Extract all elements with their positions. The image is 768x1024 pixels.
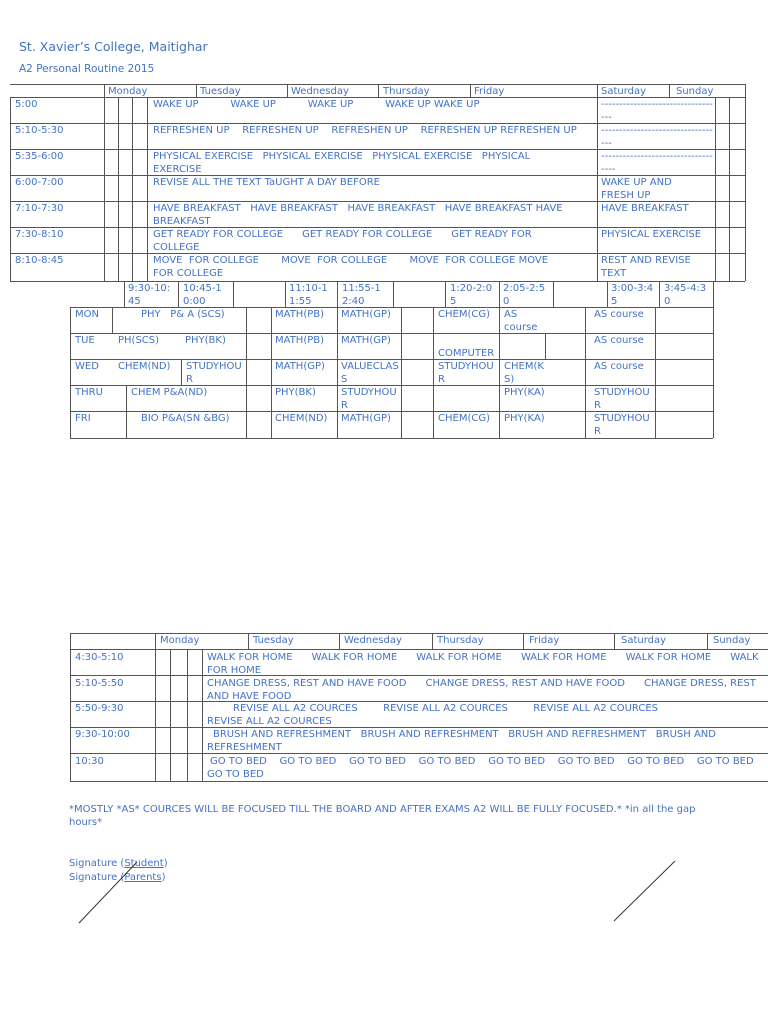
time-cell: 8:10-8:45	[15, 255, 64, 266]
class-cell: CHEM(CG)	[438, 309, 490, 320]
header-sunday: Sunday	[713, 635, 751, 646]
period-header: 10:45-10:00	[183, 283, 222, 307]
class-cell: CHEM(ND)	[275, 413, 328, 424]
evening-activity: BRUSH AND REFRESHMENT BRUSH AND REFRESHMENT BRUSH AND REFRESHMENT BRUSH AND REFRESHMENT	[207, 729, 720, 753]
header-tuesday: Tuesday	[200, 86, 241, 97]
class-cell: MATH(GP)	[341, 413, 391, 424]
period-header: 2:05-2:50	[503, 283, 546, 307]
class-cell: COMPUTER	[438, 348, 495, 359]
class-cell: VALUECLASS	[341, 361, 399, 385]
routine-title: A2 Personal Routine 2015	[19, 63, 155, 75]
class-cell: AS course	[504, 309, 538, 333]
class-cell: PHY(BK)	[275, 387, 316, 398]
period-header: 11:10-11:55	[289, 283, 328, 307]
class-cell: MATH(GP)	[341, 309, 391, 320]
saturday-activity: ------------------------------- ---	[601, 99, 713, 123]
saturday-activity: REST AND REVISE TEXT	[601, 255, 691, 279]
time-cell: 5:00	[15, 99, 38, 110]
header-thursday: Thursday	[437, 635, 484, 646]
time-cell: 9:30-10:00	[75, 729, 130, 740]
header-thursday: Thursday	[383, 86, 430, 97]
weekday-activity: MOVE FOR COLLEGE MOVE FOR COLLEGE MOVE FOR COLLEGE MOVE FOR COLLEGE	[153, 255, 555, 279]
header-friday: Friday	[529, 635, 560, 646]
signature-student-label: Student	[124, 858, 164, 869]
time-cell: 6:00-7:00	[15, 177, 64, 188]
period-header: 3:45-4:30	[664, 283, 707, 307]
class-cell: MATH(GP)	[341, 335, 391, 346]
class-cell: STUDYHOUR	[341, 387, 397, 411]
period-header: 9:30-10:45	[128, 283, 171, 307]
saturday-activity: ------------------------------- ---	[601, 125, 713, 149]
weekday-activity: HAVE BREAKFAST HAVE BREAKFAST HAVE BREAKFAST HAVE BREAKFAST HAVE BREAKFAST	[153, 203, 566, 227]
period-header: 1:20-2:05	[450, 283, 493, 307]
signature-parents-label: Parents	[124, 872, 162, 883]
period-header: 3:00-3:45	[611, 283, 654, 307]
class-cell: CHEM P&A(ND)	[131, 387, 208, 398]
weekday-activity: GET READY FOR COLLEGE GET READY FOR COLLEGE GET READY FOR COLLEGE	[153, 229, 535, 253]
signature-prefix: Signature (	[69, 858, 125, 869]
period-header: 11:55-12:40	[342, 283, 381, 307]
class-cell: CHEM(CG)	[438, 413, 490, 424]
day-label: MON	[75, 309, 99, 320]
saturday-activity: PHYSICAL EXERCISE	[601, 229, 702, 240]
class-cell: MATH(PB)	[275, 335, 325, 346]
header-wednesday: Wednesday	[291, 86, 349, 97]
class-cell: CHEM(KS)	[504, 361, 544, 385]
header-saturday: Saturday	[621, 635, 667, 646]
class-cell: AS course	[594, 361, 644, 372]
evening-activity: CHANGE DRESS, REST AND HAVE FOOD CHANGE DRESS, REST AND HAVE FOOD CHANGE DRESS, REST AND HAVE FOOD	[207, 678, 760, 702]
class-cell: PH(SCS)	[118, 335, 160, 346]
saturday-activity: WAKE UP AND FRESH UP	[601, 177, 672, 201]
time-cell: 7:10-7:30	[15, 203, 64, 214]
time-cell: 10:30	[75, 756, 104, 767]
class-cell: AS course	[594, 335, 644, 346]
header-sunday: Sunday	[676, 86, 714, 97]
time-cell: 5:50-9:30	[75, 703, 124, 714]
weekday-activity: PHYSICAL EXERCISE PHYSICAL EXERCISE PHYSICAL EXERCISE PHYSICAL EXERCISE	[153, 151, 534, 175]
class-cell: MATH(PB)	[275, 309, 325, 320]
weekday-activity: WAKE UP WAKE UP WAKE UP WAKE UP WAKE UP	[153, 99, 480, 110]
header-saturday: Saturday	[601, 86, 647, 97]
class-cell: STUDYHOUR	[186, 361, 242, 385]
evening-activity: REVISE ALL A2 COURCES REVISE ALL A2 COURCES REVISE ALL A2 COURCES REVISE ALL A2 COURCES	[207, 703, 684, 727]
class-cell: PHY(KA)	[504, 387, 545, 398]
class-cell: PHY(KA)	[504, 413, 545, 424]
class-cell: MATH(GP)	[275, 361, 325, 372]
signature-prefix: Signature (	[69, 872, 125, 883]
signature-close: )	[161, 872, 166, 883]
time-cell: 5:10-5:30	[15, 125, 64, 136]
day-label: TUE	[75, 335, 95, 346]
weekday-activity: REFRESHEN UP REFRESHEN UP REFRESHEN UP REFRESHEN UP REFRESHEN UP	[153, 125, 577, 136]
time-cell: 5:35-6:00	[15, 151, 64, 162]
focus-note: *MOSTLY *AS* COURCES WILL BE FOCUSED TILL THE BOARD AND AFTER EXAMS A2 WILL BE FULLY FOCUSED.* *in all the gap hours*	[69, 804, 696, 828]
class-cell: CHEM(ND)	[118, 361, 171, 372]
class-cell: STUDYHOUR	[438, 361, 494, 385]
header-monday: Monday	[160, 635, 200, 646]
signature-close: )	[163, 858, 168, 869]
class-cell: STUDYHOUR	[594, 413, 650, 437]
class-cell: BIO P&A(SN &BG)	[141, 413, 230, 424]
day-label: WED	[75, 361, 99, 372]
time-cell: 4:30-5:10	[75, 652, 124, 663]
time-cell: 5:10-5:50	[75, 678, 124, 689]
header-friday: Friday	[474, 86, 505, 97]
weekday-activity: REVISE ALL THE TEXT TaUGHT A DAY BEFORE	[153, 177, 380, 188]
evening-activity: WALK FOR HOME WALK FOR HOME WALK FOR HOME WALK FOR HOME WALK FOR HOME WALK FOR HOME	[207, 652, 762, 676]
class-cell: AS course	[594, 309, 644, 320]
class-cell: STUDYHOUR	[594, 387, 650, 411]
class-cell: PHY(BK)	[185, 335, 226, 346]
day-label: THRU	[75, 387, 103, 398]
header-monday: Monday	[108, 86, 148, 97]
class-cell: PHY P& A (SCS)	[141, 309, 225, 320]
day-label: FRI	[75, 413, 91, 424]
saturday-activity: ------------------------------- ----	[601, 151, 713, 175]
saturday-activity: HAVE BREAKFAST	[601, 203, 689, 214]
evening-activity: GO TO BED GO TO BED GO TO BED GO TO BED GO TO BED GO TO BED GO TO BED GO TO BED GO TO BED	[207, 756, 767, 780]
time-cell: 7:30-8:10	[15, 229, 64, 240]
header-wednesday: Wednesday	[344, 635, 402, 646]
college-title: St. Xavier’s College, Maitighar	[19, 39, 208, 54]
header-tuesday: Tuesday	[253, 635, 294, 646]
